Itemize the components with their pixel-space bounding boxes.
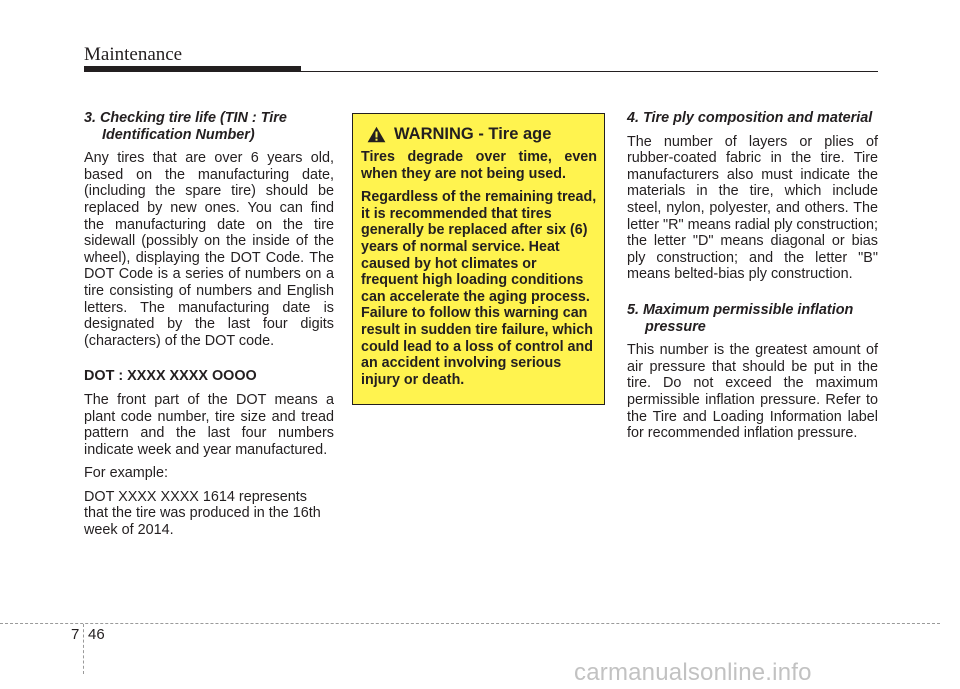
- page-number: 46: [88, 626, 105, 643]
- page-header-title: Maintenance: [84, 44, 183, 65]
- warning-triangle-icon: [367, 126, 386, 143]
- right-column: [627, 110, 878, 449]
- dot-code-label: DOT : XXXX XXXX OOOO: [84, 368, 257, 385]
- watermark: carmanualsonline.info: [574, 659, 812, 686]
- paragraph-ply: The number of layers or plies of rubber-coated fabric in the tire. Tire manufacturers also must indicate the materials in the tire, which include steel, nylon, polyester, and others. The letter "R" means radial ply construction; the letter "D" means diagonal or bias ply construction; and the letter "B" means belted-bias ply construction.: [627, 133, 878, 283]
- warning-body: [361, 149, 597, 395]
- warning-box: [352, 113, 605, 405]
- header-rule: [84, 71, 878, 72]
- warning-title: WARNING - Tire age: [394, 125, 552, 143]
- section-heading-ply: 4. Tire ply composition and material: [627, 110, 873, 126]
- paragraph-dot-meaning: The front part of the DOT means a plant code number, tire size and tread pattern and the last four numbers indicate week and year manufactured.: [84, 391, 334, 458]
- paragraph-example: DOT XXXX XXXX 1614 represents that the tire was produced in the 16th week of 2014.: [84, 488, 321, 539]
- footer-vertical-divider: [83, 624, 84, 674]
- footer-divider: [0, 623, 940, 624]
- section-heading-inflation: 5. Maximum permissible inflation pressure: [627, 301, 854, 335]
- warning-header: [367, 125, 551, 144]
- warning-paragraph-1: Tires degrade over time, even when they are not being used.: [361, 149, 597, 182]
- paragraph-inflation: This number is the greatest amount of air pressure that should be put in the tire. Do not exceed the maximum permissible inflation pressure. Refer to the Tire and Loading Information label for recommended inflation pressure.: [627, 342, 878, 442]
- left-column: [84, 110, 334, 546]
- section-heading-tin: 3. Checking tire life (TIN : Tire Identification Number): [84, 110, 287, 143]
- chapter-number: 7: [71, 626, 80, 643]
- paragraph-tire-age: Any tires that are over 6 years old, based on the manufacturing date, (including the spare tire) should be replaced by new ones. You can find the manufacturing date on the tire sidewall (possibly on the inside of the wheel), displaying the DOT Code. The DOT Code is a series of numbers on a tire consisting of numbers and English letters. The manufacturing date is designated by the last four digits (characters) of the DOT code.: [84, 150, 334, 349]
- warning-paragraph-2: Regardless of the remaining tread, it is recommended that tires generally be replaced after six (6) years of normal service. Heat caused by hot climates or frequent high loading conditions can accelerate the aging process. Failure to follow this warning can result in sudden tire failure, which could lead to a loss of control and an accident involving serious injury or death.: [361, 189, 597, 388]
- paragraph-example-label: For example:: [84, 465, 168, 482]
